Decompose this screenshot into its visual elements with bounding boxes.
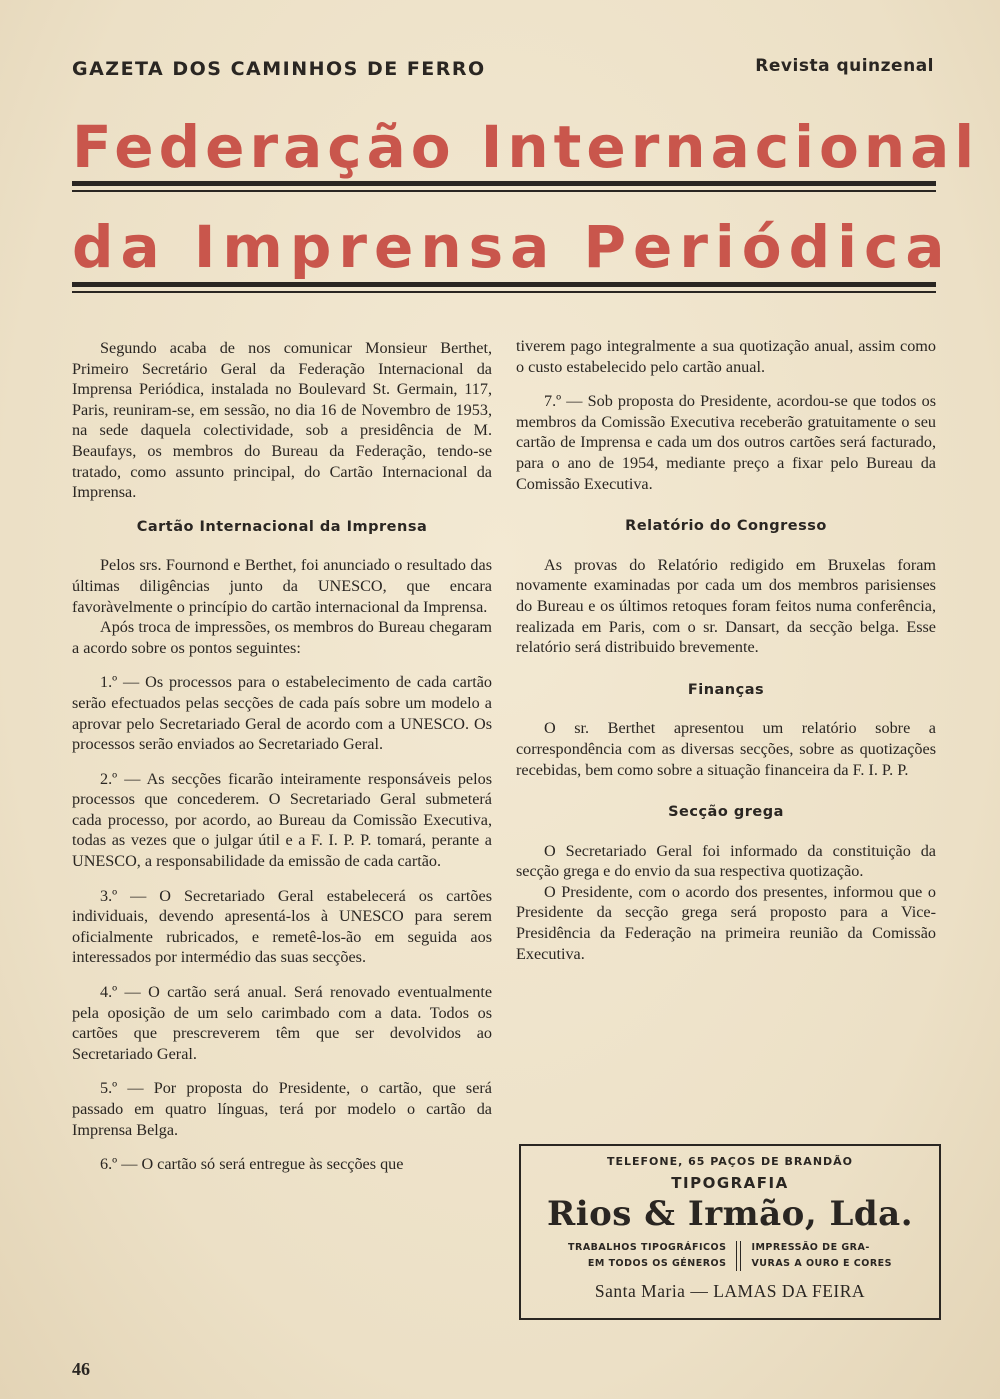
numbered-item-6: 6.º — O cartão só será entregue às secções que	[100, 1155, 404, 1174]
article-title-line-2: da Imprensa Periódica	[72, 213, 952, 281]
paragraph: As provas do Relatório redigido em Bruxelas foram novamente examinadas por cada um dos membros parisienses do Bureau e os últimos retoques foram feitos numa conferência, realizada em Paris, com o sr. Dansart, da secção belga. Esse relatório será distribuido brevemente.	[516, 555, 936, 657]
title-rule-thick-2	[72, 282, 936, 287]
paragraph: O Presidente, com o acordo dos presentes, informou que o Presidente da secção grega será proposto para a Vice-Presidência da Federação na primeira reunião da Comissão Executiva.	[516, 882, 936, 963]
ad-phone: TELEFONE, 65 PAÇOS DE BRANDÃO	[606, 1155, 854, 1168]
ad-location: Santa Maria — LAMAS DA FEIRA	[594, 1281, 866, 1301]
ad-company-name: Rios & Irmão, Lda.	[546, 1194, 914, 1234]
ad-separator	[736, 1241, 741, 1271]
title-rule-thin	[72, 190, 936, 192]
paragraph: Após troca de impressões, os membros do Bureau chegaram a acordo sobre os pontos seguintes:	[72, 618, 492, 657]
article-title-line-1: Federação Internacional	[72, 113, 980, 181]
title-rule-thick	[72, 181, 936, 186]
advertisement-box	[519, 1144, 941, 1320]
ad-service-line: TRABALHOS TIPOGRÁFICOS	[568, 1242, 727, 1253]
paragraph: O Secretariado Geral foi informado da constituição da secção grega e do envio da sua respectiva quotização.	[516, 841, 936, 881]
ad-service-line: VURAS A OURO E CORES	[751, 1258, 892, 1269]
numbered-item-3: 3.º — O Secretariado Geral estabelecerá os cartões individuais, devendo apresentá-los à UNESCO para serem oficialmente rubricados, e remetê-los-ão em seguida aos interessados por intermédio das suas secções.	[72, 886, 492, 967]
publication-name: GAZETA DOS CAMINHOS DE FERRO	[72, 58, 486, 80]
ad-service-line: EM TODOS OS GÉNEROS	[587, 1258, 727, 1269]
section-heading-seccao-grega: Secção grega	[668, 804, 784, 821]
section-heading-financas: Finanças	[687, 681, 765, 698]
numbered-item-2: 2.º — As secções ficarão inteiramente responsáveis pelos processos que concederem. O Secretariado Geral submeterá cada processo, por acordo, ao Bureau da Comissão Executiva, todas as vezes que o julgar útil e a F. I. P. P. tomará, perante a UNESCO, a responsabilidade da emissão de cada cartão.	[72, 769, 492, 871]
section-heading-cartao: Cartão Internacional da Imprensa	[136, 518, 428, 535]
publication-frequency: Revista quinzenal	[755, 56, 934, 76]
paragraph: O sr. Berthet apresentou um relatório sobre a correspondência com as diversas secções, sobre as quotizações recebidas, bem como sobre a situação financeira da F. I. P. P.	[516, 719, 936, 779]
left-column	[72, 338, 492, 1189]
ad-services-left	[568, 1240, 726, 1272]
ad-service-line: IMPRESSÃO DE GRA-	[751, 1242, 870, 1253]
title-rule-thin-2	[72, 291, 936, 293]
ad-services-right	[751, 1240, 892, 1272]
intro-paragraph: Segundo acaba de nos comunicar Monsieur Berthet, Primeiro Secretário Geral da Federação Internacional da Imprensa Periódica, instalada no Boulevard St. Germain, 117, Paris, reuniram-se, em sessão, no dia 16 de Novembro de 1953, na sede daquela colectividade, sob a presidência de M. Beaufays, os membros do Bureau da Federação, tendo-se tratado, como assunto principal, do Cartão Internacional da Imprensa.	[72, 339, 492, 502]
ad-business-type: TIPOGRAFIA	[671, 1174, 789, 1192]
ad-services	[521, 1240, 939, 1272]
continuation-paragraph: tiverem pago integralmente a sua quotização anual, assim como o custo estabelecido pelo cartão anual.	[516, 337, 936, 376]
section-heading-relatorio: Relatório do Congresso	[625, 518, 827, 535]
numbered-item-7: 7.º — Sob proposta do Presidente, acordou-se que todos os membros da Comissão Executiva receberão gratuitamente o seu cartão de Imprensa e cada um dos outros cartões será facturado, para o ano de 1954, mediante preço a fixar pelo Bureau da Comissão Executiva.	[516, 392, 936, 493]
numbered-item-4: 4.º — O cartão será anual. Será renovado eventualmente pela oposição de um selo carimbado com a data. Todos os cartões que prescreverem têm que ser devolvidos ao Secretariado Geral.	[72, 983, 492, 1063]
paragraph: Pelos srs. Fournond e Berthet, foi anunciado o resultado das últimas diligências junto da UNESCO, que encara favoràvelmente o princípio do cartão internacional da Imprensa.	[72, 556, 492, 616]
numbered-item-5: 5.º — Por proposta do Presidente, o cartão, que será passado em quatro línguas, terá por modelo o cartão da Imprensa Belga.	[72, 1079, 492, 1139]
page-number: 46	[72, 1359, 90, 1379]
right-column	[516, 336, 936, 978]
numbered-item-1: 1.º — Os processos para o estabelecimento de cada cartão serão efectuados pelas secções de cada país sobre um modelo a aprovar pelo Secretariado Geral de acordo com a UNESCO. Os processos serão enviados ao Secretariado Geral.	[72, 673, 492, 754]
